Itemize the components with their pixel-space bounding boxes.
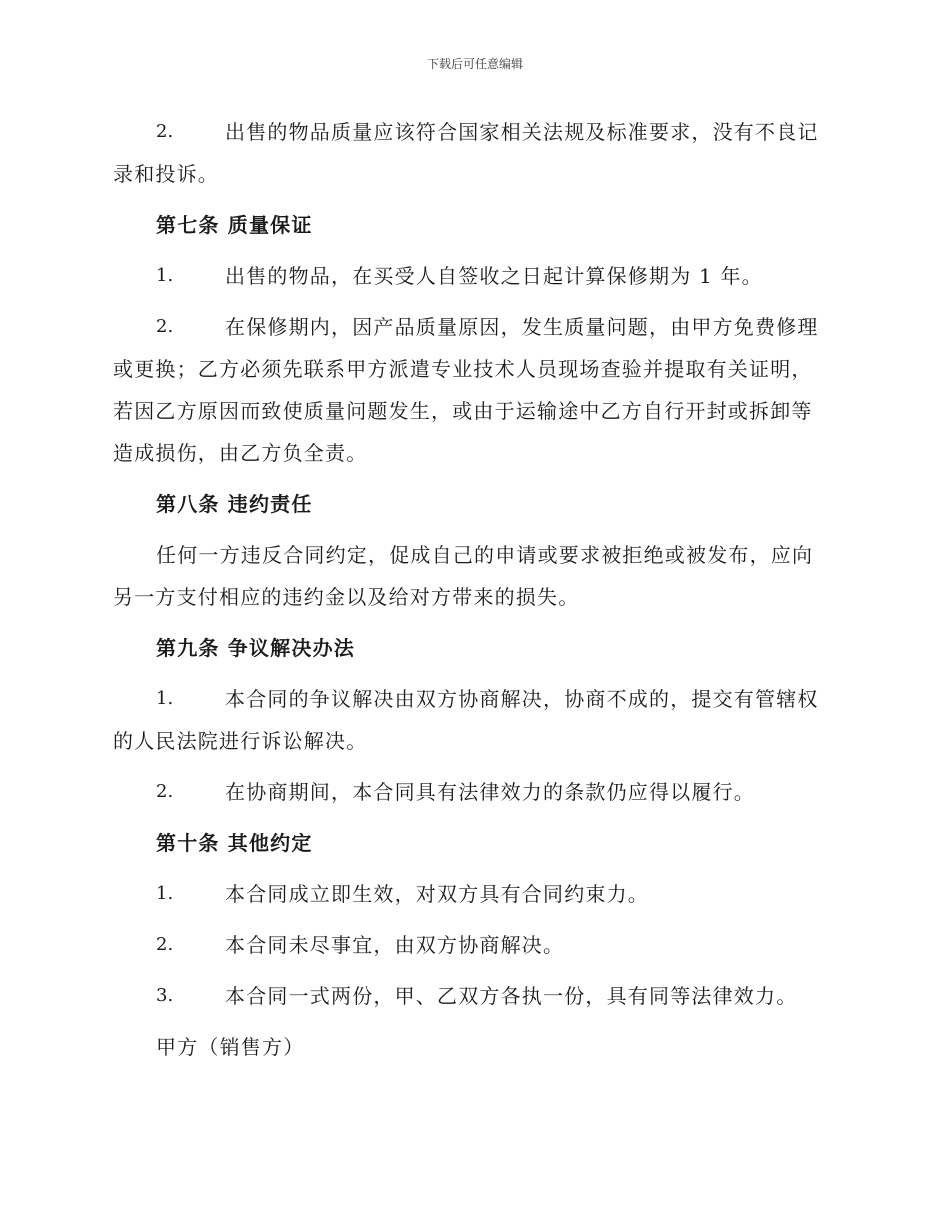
list-item-text: 本合同未尽事宜，由双方协商解决。 bbox=[225, 933, 565, 957]
list-item-text: 本合同成立即生效，对双方具有合同约束力。 bbox=[225, 882, 649, 906]
list-number: 2. bbox=[156, 781, 174, 802]
list-item-text: 本合同一式两份，甲、乙双方各执一份，具有同等法律效力。 bbox=[225, 984, 798, 1008]
paragraph-line: 或更换；乙方必须先联系甲方派遣专业技术人员现场查验并提取有关证明， bbox=[113, 357, 813, 381]
list-item-text: 在协商期间，本合同具有法律效力的条款仍应得以履行。 bbox=[225, 780, 755, 804]
list-number: 1. bbox=[156, 265, 174, 286]
list-number: 2. bbox=[156, 121, 174, 142]
article-heading: 第九条 争议解决办法 bbox=[156, 636, 355, 660]
list-item bbox=[113, 255, 833, 297]
paragraph-line: 若因乙方原因而致使质量问题发生，或由于运输途中乙方自行开封或拆卸等 bbox=[113, 399, 813, 423]
list-item-text: 出售的物品，在买受人自签收之日起计算保修期为 1 年。 bbox=[225, 264, 763, 288]
list-item bbox=[113, 771, 833, 813]
list-item bbox=[113, 924, 833, 966]
list-item-text: 在保修期内，因产品质量原因，发生质量问题，由甲方免费修理 bbox=[225, 315, 819, 339]
article-heading: 第十条 其他约定 bbox=[156, 831, 313, 855]
paragraph-line: 另一方支付相应的违约金以及给对方带来的损失。 bbox=[113, 585, 580, 609]
article-heading: 第七条 质量保证 bbox=[156, 213, 313, 237]
list-number: 3. bbox=[156, 985, 174, 1006]
list-number: 2. bbox=[156, 316, 174, 337]
list-item bbox=[113, 306, 833, 348]
paragraph-line: 任何一方违反合同约定，促成自己的申请或要求被拒绝或被发布，应向 bbox=[156, 543, 814, 567]
list-item bbox=[113, 975, 833, 1017]
paragraph-line: 的人民法院进行诉讼解决。 bbox=[113, 729, 368, 753]
document-body bbox=[113, 111, 833, 1068]
paragraph-line: 录和投诉。 bbox=[113, 162, 219, 186]
list-item bbox=[113, 873, 833, 915]
article-heading: 第八条 违约责任 bbox=[156, 492, 313, 516]
list-number: 2. bbox=[156, 934, 174, 955]
list-item bbox=[113, 678, 833, 720]
paragraph-line: 造成损伤，由乙方负全责。 bbox=[113, 441, 368, 465]
list-item-text: 出售的物品质量应该符合国家相关法规及标准要求，没有不良记 bbox=[225, 120, 819, 144]
list-item-text: 本合同的争议解决由双方协商解决，协商不成的，提交有管辖权 bbox=[225, 687, 819, 711]
page-header: 下载后可任意编辑 bbox=[426, 57, 523, 71]
party-a-label: 甲方（销售方） bbox=[156, 1035, 305, 1059]
list-number: 1. bbox=[156, 883, 174, 904]
list-item bbox=[113, 111, 833, 153]
list-number: 1. bbox=[156, 688, 174, 709]
